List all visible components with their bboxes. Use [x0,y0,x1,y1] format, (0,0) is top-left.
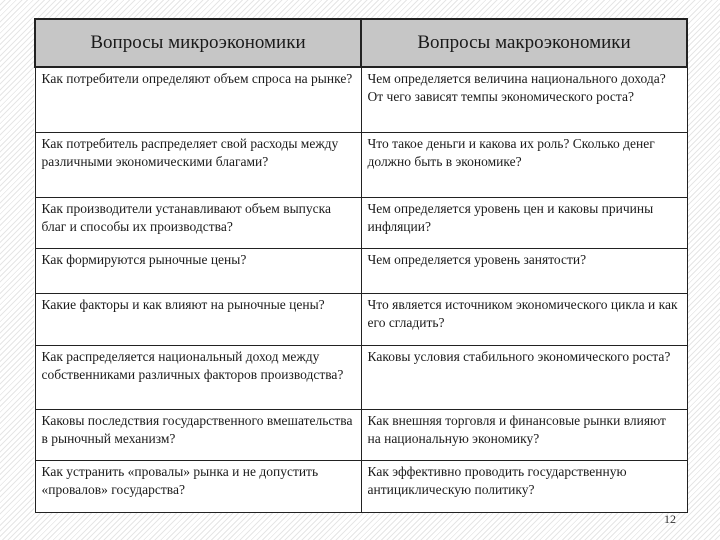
micro-question: Как формируются рыночные цены? [35,249,361,294]
macro-question: Что является источником экономического цикла и как его сгладить? [361,294,687,346]
micro-question: Как потребитель распределяет свой расходы между различными экономическими благами? [35,133,361,198]
micro-question: Как устранить «провалы» рынка и не допустить «провалов» государства? [35,461,361,513]
macro-question: Чем определяется уровень занятости? [361,249,687,294]
macro-question: Что такое деньги и какова их роль? Сколько денег должно быть в экономике? [361,133,687,198]
macro-question: Как внешняя торговля и финансовые рынки влияют на национальную экономику? [361,410,687,461]
micro-question: Как потребители определяют объем спроса на рынке? [35,67,361,133]
micro-question: Какие факторы и как влияют на рыночные цены? [35,294,361,346]
table-header-row [35,19,687,67]
macro-question: Каковы условия стабильного экономического роста? [361,346,687,410]
table-row [35,461,687,513]
macro-question: Чем определяется уровень цен и каковы причины инфляции? [361,198,687,249]
macro-question: Как эффективно проводить государственную антициклическую политику? [361,461,687,513]
header-macro: Вопросы макроэкономики [361,19,687,67]
micro-question: Как распределяется национальный доход между собственниками различных факторов производства? [35,346,361,410]
micro-question: Как производители устанавливают объем выпуска благ и способы их производства? [35,198,361,249]
macro-question: Чем определяется величина национального дохода? От чего зависят темпы экономического роста? [361,67,687,133]
table-row [35,67,687,133]
comparison-table [34,18,688,513]
table-row [35,346,687,410]
table-row [35,133,687,198]
page-number: 12 [664,512,676,526]
table-row [35,294,687,346]
header-micro: Вопросы микроэкономики [35,19,361,67]
micro-question: Каковы последствия государственного вмешательства в рыночный механизм? [35,410,361,461]
table-row [35,198,687,249]
table-row [35,410,687,461]
table-row [35,249,687,294]
